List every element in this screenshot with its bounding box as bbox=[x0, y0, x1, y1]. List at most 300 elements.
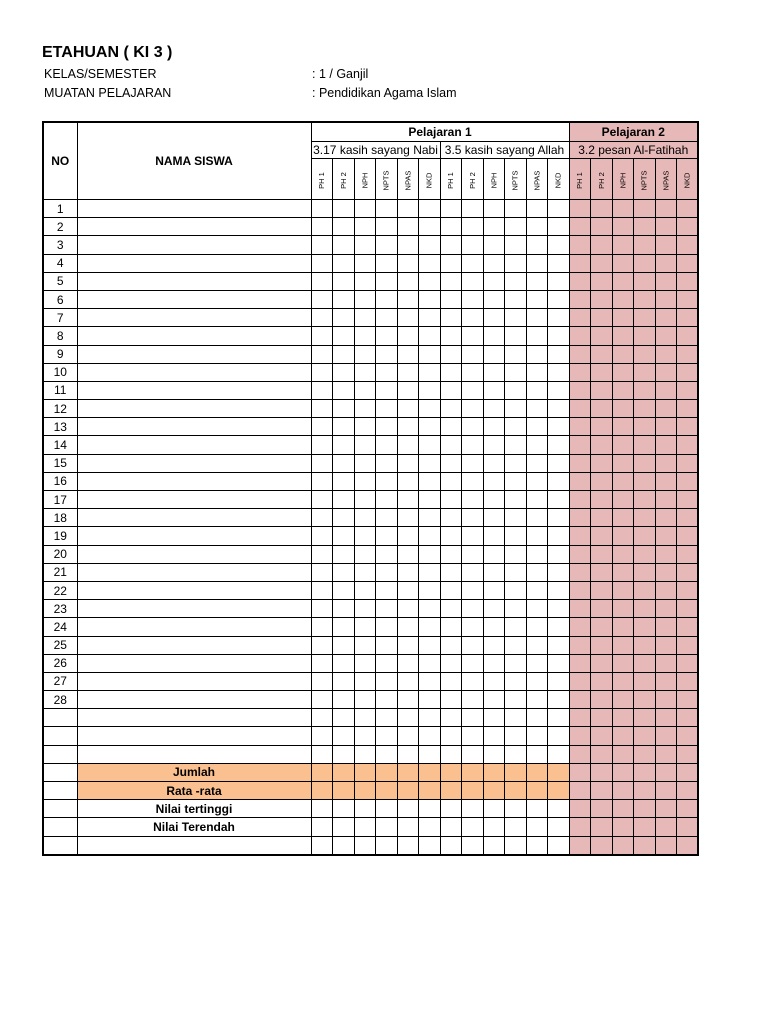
grade-cell[interactable] bbox=[591, 236, 613, 254]
grade-cell[interactable] bbox=[440, 800, 462, 818]
grade-cell[interactable] bbox=[612, 727, 634, 745]
grade-cell[interactable] bbox=[462, 381, 484, 399]
student-name-cell[interactable] bbox=[77, 254, 311, 272]
grade-cell[interactable] bbox=[354, 290, 376, 308]
grade-cell[interactable] bbox=[419, 327, 441, 345]
grade-cell[interactable] bbox=[311, 745, 333, 763]
grade-cell[interactable] bbox=[505, 218, 527, 236]
grade-cell[interactable] bbox=[591, 836, 613, 855]
grade-cell[interactable] bbox=[526, 309, 548, 327]
grade-cell[interactable] bbox=[440, 327, 462, 345]
grade-cell[interactable] bbox=[634, 345, 656, 363]
grade-cell[interactable] bbox=[354, 527, 376, 545]
grade-cell[interactable] bbox=[333, 218, 355, 236]
grade-cell[interactable] bbox=[462, 345, 484, 363]
grade-cell[interactable] bbox=[311, 782, 333, 800]
grade-cell[interactable] bbox=[505, 691, 527, 709]
grade-cell[interactable] bbox=[612, 545, 634, 563]
grade-cell[interactable] bbox=[634, 636, 656, 654]
grade-cell[interactable] bbox=[569, 654, 591, 672]
grade-cell[interactable] bbox=[612, 672, 634, 690]
grade-cell[interactable] bbox=[440, 290, 462, 308]
grade-cell[interactable] bbox=[505, 254, 527, 272]
grade-cell[interactable] bbox=[483, 581, 505, 599]
grade-cell[interactable] bbox=[634, 218, 656, 236]
grade-cell[interactable] bbox=[526, 636, 548, 654]
grade-cell[interactable] bbox=[354, 509, 376, 527]
grade-cell[interactable] bbox=[634, 545, 656, 563]
grade-cell[interactable] bbox=[505, 563, 527, 581]
grade-cell[interactable] bbox=[591, 418, 613, 436]
grade-cell[interactable] bbox=[483, 436, 505, 454]
grade-cell[interactable] bbox=[548, 491, 570, 509]
grade-cell[interactable] bbox=[526, 254, 548, 272]
grade-cell[interactable] bbox=[591, 691, 613, 709]
grade-cell[interactable] bbox=[311, 218, 333, 236]
grade-cell[interactable] bbox=[569, 709, 591, 727]
grade-cell[interactable] bbox=[483, 600, 505, 618]
grade-cell[interactable] bbox=[462, 509, 484, 527]
grade-cell[interactable] bbox=[548, 345, 570, 363]
grade-cell[interactable] bbox=[548, 236, 570, 254]
grade-cell[interactable] bbox=[591, 200, 613, 218]
grade-cell[interactable] bbox=[376, 618, 398, 636]
student-name-cell[interactable] bbox=[77, 509, 311, 527]
grade-cell[interactable] bbox=[333, 636, 355, 654]
student-name-cell[interactable] bbox=[77, 527, 311, 545]
grade-cell[interactable] bbox=[612, 200, 634, 218]
grade-cell[interactable] bbox=[612, 563, 634, 581]
grade-cell[interactable] bbox=[526, 545, 548, 563]
grade-cell[interactable] bbox=[526, 581, 548, 599]
grade-cell[interactable] bbox=[483, 654, 505, 672]
grade-cell[interactable] bbox=[526, 509, 548, 527]
grade-cell[interactable] bbox=[569, 782, 591, 800]
grade-cell[interactable] bbox=[440, 581, 462, 599]
grade-cell[interactable] bbox=[376, 745, 398, 763]
grade-cell[interactable] bbox=[483, 636, 505, 654]
grade-cell[interactable] bbox=[612, 327, 634, 345]
grade-cell[interactable] bbox=[483, 272, 505, 290]
student-name-cell[interactable] bbox=[77, 491, 311, 509]
grade-cell[interactable] bbox=[333, 418, 355, 436]
grade-cell[interactable] bbox=[333, 527, 355, 545]
grade-cell[interactable] bbox=[397, 309, 419, 327]
grade-cell[interactable] bbox=[440, 618, 462, 636]
grade-cell[interactable] bbox=[591, 745, 613, 763]
grade-cell[interactable] bbox=[333, 381, 355, 399]
grade-cell[interactable] bbox=[419, 436, 441, 454]
grade-cell[interactable] bbox=[440, 727, 462, 745]
grade-cell[interactable] bbox=[483, 763, 505, 781]
grade-cell[interactable] bbox=[419, 418, 441, 436]
grade-cell[interactable] bbox=[548, 672, 570, 690]
grade-cell[interactable] bbox=[569, 800, 591, 818]
grade-cell[interactable] bbox=[634, 527, 656, 545]
grade-cell[interactable] bbox=[526, 491, 548, 509]
grade-cell[interactable] bbox=[333, 782, 355, 800]
grade-cell[interactable] bbox=[483, 509, 505, 527]
grade-cell[interactable] bbox=[483, 727, 505, 745]
grade-cell[interactable] bbox=[548, 581, 570, 599]
grade-cell[interactable] bbox=[419, 782, 441, 800]
grade-cell[interactable] bbox=[591, 782, 613, 800]
grade-cell[interactable] bbox=[612, 272, 634, 290]
grade-cell[interactable] bbox=[634, 800, 656, 818]
grade-cell[interactable] bbox=[505, 400, 527, 418]
grade-cell[interactable] bbox=[483, 345, 505, 363]
grade-cell[interactable] bbox=[677, 745, 699, 763]
grade-cell[interactable] bbox=[505, 509, 527, 527]
grade-cell[interactable] bbox=[376, 691, 398, 709]
grade-cell[interactable] bbox=[311, 600, 333, 618]
grade-cell[interactable] bbox=[376, 527, 398, 545]
grade-cell[interactable] bbox=[505, 236, 527, 254]
grade-cell[interactable] bbox=[505, 418, 527, 436]
grade-cell[interactable] bbox=[569, 472, 591, 490]
grade-cell[interactable] bbox=[548, 836, 570, 855]
grade-cell[interactable] bbox=[419, 472, 441, 490]
grade-cell[interactable] bbox=[505, 327, 527, 345]
grade-cell[interactable] bbox=[397, 545, 419, 563]
grade-cell[interactable] bbox=[526, 236, 548, 254]
grade-cell[interactable] bbox=[612, 709, 634, 727]
grade-cell[interactable] bbox=[462, 636, 484, 654]
grade-cell[interactable] bbox=[655, 272, 677, 290]
grade-cell[interactable] bbox=[333, 545, 355, 563]
grade-cell[interactable] bbox=[591, 345, 613, 363]
grade-cell[interactable] bbox=[376, 254, 398, 272]
grade-cell[interactable] bbox=[634, 400, 656, 418]
grade-cell[interactable] bbox=[548, 563, 570, 581]
grade-cell[interactable] bbox=[376, 236, 398, 254]
grade-cell[interactable] bbox=[591, 327, 613, 345]
grade-cell[interactable] bbox=[333, 727, 355, 745]
grade-cell[interactable] bbox=[526, 818, 548, 836]
grade-cell[interactable] bbox=[569, 327, 591, 345]
grade-cell[interactable] bbox=[634, 618, 656, 636]
grade-cell[interactable] bbox=[354, 727, 376, 745]
grade-cell[interactable] bbox=[634, 454, 656, 472]
grade-cell[interactable] bbox=[397, 618, 419, 636]
grade-cell[interactable] bbox=[526, 381, 548, 399]
grade-cell[interactable] bbox=[440, 545, 462, 563]
grade-cell[interactable] bbox=[354, 200, 376, 218]
grade-cell[interactable] bbox=[354, 800, 376, 818]
grade-cell[interactable] bbox=[591, 818, 613, 836]
grade-cell[interactable] bbox=[483, 381, 505, 399]
grade-cell[interactable] bbox=[354, 836, 376, 855]
grade-cell[interactable] bbox=[462, 272, 484, 290]
grade-cell[interactable] bbox=[376, 545, 398, 563]
grade-cell[interactable] bbox=[462, 454, 484, 472]
grade-cell[interactable] bbox=[419, 763, 441, 781]
grade-cell[interactable] bbox=[397, 709, 419, 727]
grade-cell[interactable] bbox=[440, 691, 462, 709]
grade-cell[interactable] bbox=[440, 400, 462, 418]
grade-cell[interactable] bbox=[548, 509, 570, 527]
grade-cell[interactable] bbox=[526, 327, 548, 345]
grade-cell[interactable] bbox=[311, 200, 333, 218]
grade-cell[interactable] bbox=[569, 309, 591, 327]
grade-cell[interactable] bbox=[376, 400, 398, 418]
grade-cell[interactable] bbox=[569, 563, 591, 581]
grade-cell[interactable] bbox=[354, 672, 376, 690]
grade-cell[interactable] bbox=[569, 836, 591, 855]
grade-cell[interactable] bbox=[354, 418, 376, 436]
grade-cell[interactable] bbox=[419, 600, 441, 618]
student-name-cell[interactable] bbox=[77, 236, 311, 254]
grade-cell[interactable] bbox=[397, 327, 419, 345]
grade-cell[interactable] bbox=[419, 527, 441, 545]
grade-cell[interactable] bbox=[677, 727, 699, 745]
grade-cell[interactable] bbox=[677, 672, 699, 690]
grade-cell[interactable] bbox=[526, 800, 548, 818]
grade-cell[interactable] bbox=[311, 327, 333, 345]
grade-cell[interactable] bbox=[333, 618, 355, 636]
grade-cell[interactable] bbox=[526, 672, 548, 690]
grade-cell[interactable] bbox=[612, 509, 634, 527]
grade-cell[interactable] bbox=[526, 454, 548, 472]
grade-cell[interactable] bbox=[569, 236, 591, 254]
grade-cell[interactable] bbox=[612, 618, 634, 636]
grade-cell[interactable] bbox=[419, 400, 441, 418]
grade-cell[interactable] bbox=[548, 400, 570, 418]
grade-cell[interactable] bbox=[569, 763, 591, 781]
grade-cell[interactable] bbox=[462, 236, 484, 254]
grade-cell[interactable] bbox=[440, 709, 462, 727]
grade-cell[interactable] bbox=[483, 472, 505, 490]
grade-cell[interactable] bbox=[483, 527, 505, 545]
grade-cell[interactable] bbox=[440, 636, 462, 654]
student-name-cell[interactable] bbox=[77, 727, 311, 745]
grade-cell[interactable] bbox=[591, 527, 613, 545]
grade-cell[interactable] bbox=[462, 491, 484, 509]
grade-cell[interactable] bbox=[655, 418, 677, 436]
grade-cell[interactable] bbox=[419, 200, 441, 218]
grade-cell[interactable] bbox=[655, 727, 677, 745]
grade-cell[interactable] bbox=[311, 309, 333, 327]
grade-cell[interactable] bbox=[634, 436, 656, 454]
grade-cell[interactable] bbox=[311, 454, 333, 472]
grade-cell[interactable] bbox=[483, 218, 505, 236]
grade-cell[interactable] bbox=[376, 309, 398, 327]
grade-cell[interactable] bbox=[354, 782, 376, 800]
grade-cell[interactable] bbox=[354, 545, 376, 563]
grade-cell[interactable] bbox=[548, 527, 570, 545]
grade-cell[interactable] bbox=[333, 800, 355, 818]
grade-cell[interactable] bbox=[677, 236, 699, 254]
grade-cell[interactable] bbox=[397, 472, 419, 490]
grade-cell[interactable] bbox=[462, 709, 484, 727]
grade-cell[interactable] bbox=[612, 236, 634, 254]
grade-cell[interactable] bbox=[333, 672, 355, 690]
grade-cell[interactable] bbox=[548, 636, 570, 654]
grade-cell[interactable] bbox=[677, 545, 699, 563]
grade-cell[interactable] bbox=[505, 818, 527, 836]
grade-cell[interactable] bbox=[655, 672, 677, 690]
student-name-cell[interactable] bbox=[77, 290, 311, 308]
grade-cell[interactable] bbox=[655, 782, 677, 800]
grade-cell[interactable] bbox=[591, 727, 613, 745]
grade-cell[interactable] bbox=[505, 363, 527, 381]
grade-cell[interactable] bbox=[440, 672, 462, 690]
grade-cell[interactable] bbox=[612, 745, 634, 763]
grade-cell[interactable] bbox=[354, 254, 376, 272]
grade-cell[interactable] bbox=[440, 745, 462, 763]
grade-cell[interactable] bbox=[505, 272, 527, 290]
grade-cell[interactable] bbox=[591, 290, 613, 308]
grade-cell[interactable] bbox=[548, 218, 570, 236]
grade-cell[interactable] bbox=[655, 345, 677, 363]
grade-cell[interactable] bbox=[655, 309, 677, 327]
grade-cell[interactable] bbox=[440, 345, 462, 363]
grade-cell[interactable] bbox=[376, 654, 398, 672]
grade-cell[interactable] bbox=[677, 327, 699, 345]
grade-cell[interactable] bbox=[311, 272, 333, 290]
grade-cell[interactable] bbox=[548, 254, 570, 272]
grade-cell[interactable] bbox=[655, 381, 677, 399]
grade-cell[interactable] bbox=[655, 454, 677, 472]
grade-cell[interactable] bbox=[462, 763, 484, 781]
grade-cell[interactable] bbox=[569, 618, 591, 636]
grade-cell[interactable] bbox=[333, 581, 355, 599]
grade-cell[interactable] bbox=[548, 709, 570, 727]
grade-cell[interactable] bbox=[569, 818, 591, 836]
grade-cell[interactable] bbox=[548, 782, 570, 800]
grade-cell[interactable] bbox=[483, 309, 505, 327]
grade-cell[interactable] bbox=[677, 509, 699, 527]
grade-cell[interactable] bbox=[634, 472, 656, 490]
grade-cell[interactable] bbox=[440, 654, 462, 672]
grade-cell[interactable] bbox=[591, 800, 613, 818]
grade-cell[interactable] bbox=[311, 636, 333, 654]
grade-cell[interactable] bbox=[591, 309, 613, 327]
grade-cell[interactable] bbox=[354, 600, 376, 618]
grade-cell[interactable] bbox=[440, 254, 462, 272]
student-name-cell[interactable] bbox=[77, 436, 311, 454]
grade-cell[interactable] bbox=[397, 527, 419, 545]
grade-cell[interactable] bbox=[548, 290, 570, 308]
grade-cell[interactable] bbox=[333, 818, 355, 836]
grade-cell[interactable] bbox=[462, 618, 484, 636]
grade-cell[interactable] bbox=[505, 654, 527, 672]
grade-cell[interactable] bbox=[526, 600, 548, 618]
grade-cell[interactable] bbox=[462, 472, 484, 490]
grade-cell[interactable] bbox=[677, 290, 699, 308]
grade-cell[interactable] bbox=[655, 236, 677, 254]
grade-cell[interactable] bbox=[440, 818, 462, 836]
grade-cell[interactable] bbox=[677, 400, 699, 418]
grade-cell[interactable] bbox=[354, 218, 376, 236]
grade-cell[interactable] bbox=[397, 290, 419, 308]
grade-cell[interactable] bbox=[397, 800, 419, 818]
grade-cell[interactable] bbox=[612, 600, 634, 618]
grade-cell[interactable] bbox=[505, 454, 527, 472]
grade-cell[interactable] bbox=[419, 454, 441, 472]
grade-cell[interactable] bbox=[354, 745, 376, 763]
grade-cell[interactable] bbox=[591, 272, 613, 290]
grade-cell[interactable] bbox=[354, 363, 376, 381]
grade-cell[interactable] bbox=[655, 436, 677, 454]
grade-cell[interactable] bbox=[526, 290, 548, 308]
grade-cell[interactable] bbox=[677, 309, 699, 327]
grade-cell[interactable] bbox=[634, 782, 656, 800]
grade-cell[interactable] bbox=[354, 618, 376, 636]
grade-cell[interactable] bbox=[569, 418, 591, 436]
grade-cell[interactable] bbox=[397, 763, 419, 781]
grade-cell[interactable] bbox=[655, 509, 677, 527]
grade-cell[interactable] bbox=[526, 363, 548, 381]
grade-cell[interactable] bbox=[526, 563, 548, 581]
grade-cell[interactable] bbox=[311, 418, 333, 436]
grade-cell[interactable] bbox=[634, 418, 656, 436]
grade-cell[interactable] bbox=[354, 818, 376, 836]
grade-cell[interactable] bbox=[634, 581, 656, 599]
grade-cell[interactable] bbox=[548, 600, 570, 618]
grade-cell[interactable] bbox=[419, 509, 441, 527]
grade-cell[interactable] bbox=[591, 563, 613, 581]
grade-cell[interactable] bbox=[311, 709, 333, 727]
grade-cell[interactable] bbox=[333, 254, 355, 272]
grade-cell[interactable] bbox=[397, 563, 419, 581]
student-name-cell[interactable] bbox=[77, 636, 311, 654]
grade-cell[interactable] bbox=[655, 254, 677, 272]
grade-cell[interactable] bbox=[526, 709, 548, 727]
grade-cell[interactable] bbox=[354, 636, 376, 654]
grade-cell[interactable] bbox=[397, 436, 419, 454]
grade-cell[interactable] bbox=[311, 836, 333, 855]
grade-cell[interactable] bbox=[548, 654, 570, 672]
grade-cell[interactable] bbox=[548, 418, 570, 436]
grade-cell[interactable] bbox=[677, 454, 699, 472]
grade-cell[interactable] bbox=[483, 363, 505, 381]
grade-cell[interactable] bbox=[677, 709, 699, 727]
grade-cell[interactable] bbox=[419, 745, 441, 763]
grade-cell[interactable] bbox=[483, 618, 505, 636]
grade-cell[interactable] bbox=[612, 381, 634, 399]
grade-cell[interactable] bbox=[311, 345, 333, 363]
grade-cell[interactable] bbox=[505, 636, 527, 654]
grade-cell[interactable] bbox=[376, 581, 398, 599]
grade-cell[interactable] bbox=[677, 418, 699, 436]
student-name-cell[interactable] bbox=[77, 745, 311, 763]
grade-cell[interactable] bbox=[526, 436, 548, 454]
grade-cell[interactable] bbox=[397, 636, 419, 654]
grade-cell[interactable] bbox=[634, 381, 656, 399]
grade-cell[interactable] bbox=[462, 527, 484, 545]
grade-cell[interactable] bbox=[483, 454, 505, 472]
grade-cell[interactable] bbox=[462, 290, 484, 308]
grade-cell[interactable] bbox=[548, 545, 570, 563]
grade-cell[interactable] bbox=[548, 618, 570, 636]
grade-cell[interactable] bbox=[483, 491, 505, 509]
grade-cell[interactable] bbox=[311, 581, 333, 599]
grade-cell[interactable] bbox=[354, 581, 376, 599]
grade-cell[interactable] bbox=[376, 818, 398, 836]
grade-cell[interactable] bbox=[483, 200, 505, 218]
grade-cell[interactable] bbox=[483, 545, 505, 563]
grade-cell[interactable] bbox=[311, 618, 333, 636]
grade-cell[interactable] bbox=[462, 818, 484, 836]
grade-cell[interactable] bbox=[591, 509, 613, 527]
grade-cell[interactable] bbox=[569, 454, 591, 472]
grade-cell[interactable] bbox=[612, 636, 634, 654]
grade-cell[interactable] bbox=[677, 782, 699, 800]
grade-cell[interactable] bbox=[569, 436, 591, 454]
grade-cell[interactable] bbox=[591, 381, 613, 399]
grade-cell[interactable] bbox=[569, 636, 591, 654]
